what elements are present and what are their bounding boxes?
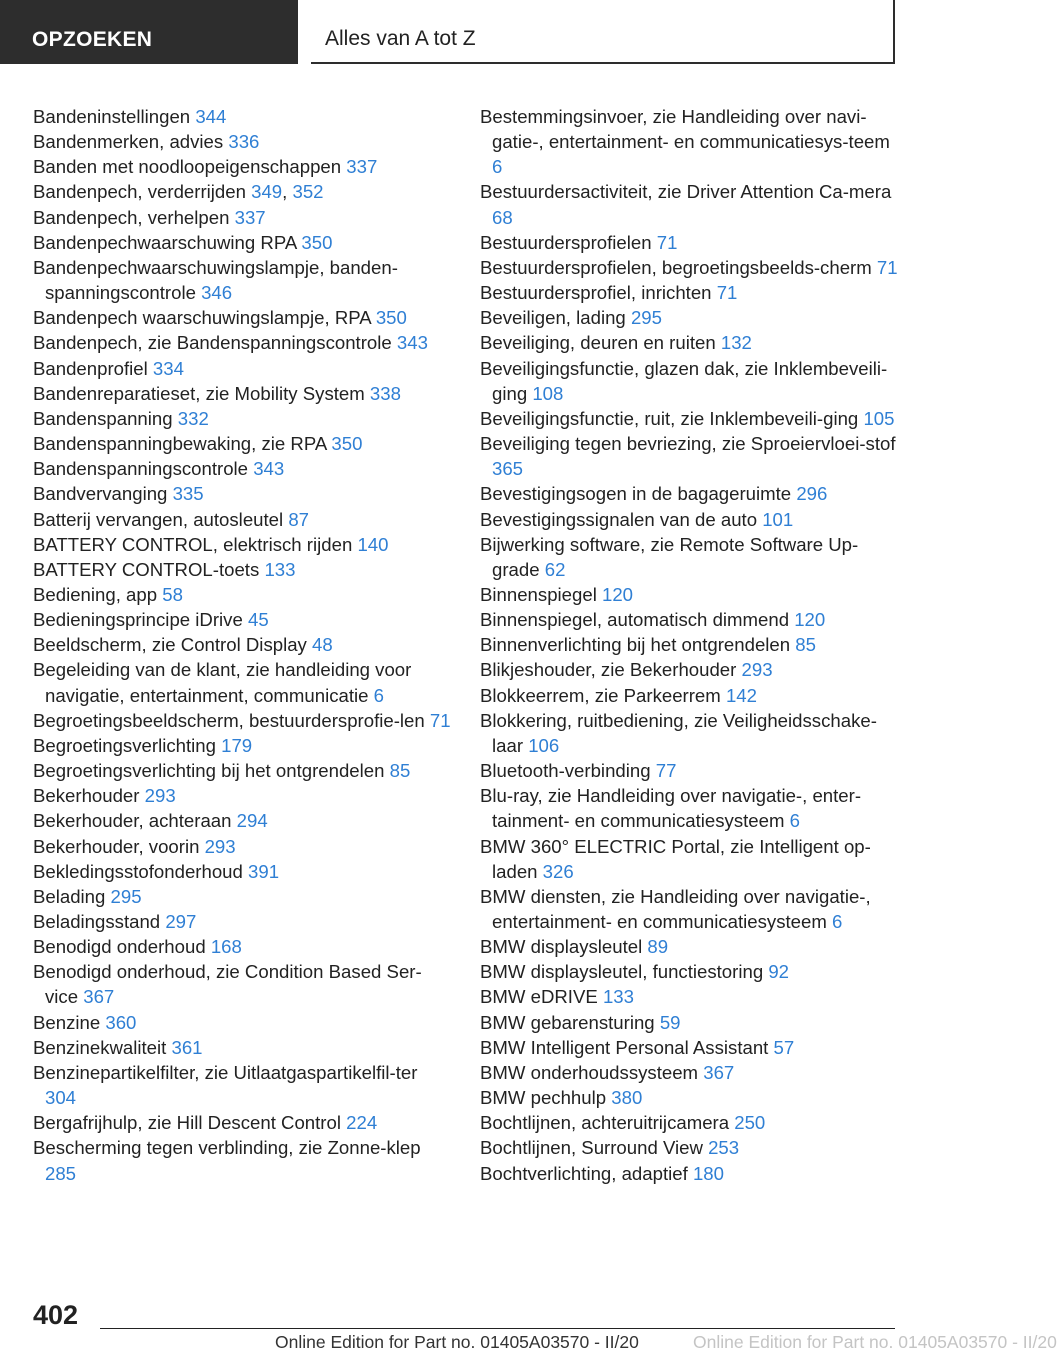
page-reference-link[interactable]: 48: [312, 634, 333, 656]
index-term: Benodigd onderhoud, zie Condition Based Ser-vice: [33, 961, 422, 1008]
index-term: Bergafrijhulp, zie Hill Descent Control: [33, 1112, 341, 1134]
index-term: Benzine: [33, 1011, 101, 1033]
index-entry: [480, 708, 900, 758]
page-reference-link[interactable]: 361: [171, 1036, 203, 1058]
index-entry: [33, 1135, 453, 1185]
page-reference-link[interactable]: 367: [703, 1061, 735, 1083]
index-entry: [33, 934, 453, 959]
index-entry: [480, 959, 900, 984]
index-term: Bescherming tegen verblinding, zie Zonne-klep: [33, 1137, 421, 1159]
index-term: Bochtlijnen, Surround View: [480, 1137, 703, 1159]
page-reference-link[interactable]: 85: [795, 634, 816, 656]
index-entry: [480, 657, 900, 682]
page-reference-link[interactable]: 337: [346, 156, 378, 178]
index-term: Beveiligen, lading: [480, 307, 626, 329]
page-number: 402: [33, 1300, 79, 1330]
index-term: Bedieningsprincipe iDrive: [33, 609, 243, 631]
page-reference-link[interactable]: 108: [532, 382, 564, 404]
page-reference-link[interactable]: 85: [389, 760, 411, 782]
index-term: Bijwerking software, zie Remote Software Up-grade: [480, 533, 859, 580]
index-term: Bandenreparatieset, zie Mobility System: [33, 382, 365, 404]
index-term: Bandenpech, zie Bandenspanningscontrole: [33, 332, 392, 354]
page-reference-link[interactable]: 77: [655, 760, 677, 782]
index-entry: [33, 230, 453, 255]
index-term: Binnenspiegel: [480, 583, 597, 605]
page-reference-link[interactable]: 6: [789, 810, 800, 832]
index-entry: [33, 205, 453, 230]
index-term: Benodigd onderhoud: [33, 936, 206, 958]
page-reference-link[interactable]: 326: [542, 860, 574, 882]
index-term: Belading: [33, 885, 106, 907]
index-entry: [480, 532, 900, 582]
index-entry: [480, 406, 900, 431]
page-reference-link[interactable]: 6: [373, 684, 385, 706]
index-entry: [480, 431, 900, 481]
page-reference-link[interactable]: 179: [221, 734, 253, 756]
page-reference-link[interactable]: 140: [357, 533, 389, 555]
page-reference-link[interactable]: 6: [492, 156, 503, 178]
page-reference-link[interactable]: 62: [544, 558, 566, 580]
index-term: Benzinepartikelfilter, zie Uitlaatgaspartikelfil-ter: [33, 1061, 418, 1083]
index-term: Bestuurdersactiviteit, zie Driver Attention Ca-mera: [480, 181, 892, 203]
page-reference-link[interactable]: 337: [234, 206, 266, 228]
page-reference-link[interactable]: 344: [195, 106, 227, 127]
index-term: Begeleiding van de klant, zie handleiding voor navigatie, entertainment, communicatie: [33, 659, 412, 706]
index-column-right: [480, 104, 900, 1186]
section-label: OPZOEKEN: [32, 28, 153, 51]
index-entry: [33, 783, 453, 808]
index-entry: [480, 305, 900, 330]
index-entry: [33, 859, 453, 884]
page-reference-link[interactable]: 295: [110, 885, 142, 907]
index-term: Bevestigingsogen in de bagageruimte: [480, 483, 792, 505]
index-entry: [480, 1110, 900, 1135]
index-entry: [33, 607, 453, 632]
index-entry: [480, 179, 900, 229]
index-term: BATTERY CONTROL-toets: [33, 558, 260, 580]
chapter-header: [311, 0, 895, 64]
page-reference-link[interactable]: 365: [492, 458, 524, 480]
page-reference-link[interactable]: 71: [429, 709, 451, 731]
index-term: Bluetooth-verbinding: [480, 760, 651, 782]
index-entry: [33, 1010, 453, 1035]
index-entry: [33, 758, 453, 783]
index-term: Bandenspanning: [33, 407, 173, 429]
index-term: BATTERY CONTROL, elektrisch rijden: [33, 533, 353, 555]
index-entry: [480, 632, 900, 657]
index-entry: [33, 104, 453, 129]
page-reference-link[interactable]: 293: [144, 785, 176, 807]
index-term: Binnenspiegel, automatisch dimmend: [480, 609, 790, 631]
index-term: Bekerhouder: [33, 785, 140, 807]
index-entry: [480, 934, 900, 959]
index-term: Bandenpechwaarschuwingslampje, banden-spanningscontrole: [33, 256, 398, 304]
page-reference-link[interactable]: 380: [611, 1087, 643, 1109]
section-tab: [0, 0, 298, 64]
index-term: Batterij vervangen, autosleutel: [33, 508, 284, 530]
page-reference-link[interactable]: 297: [165, 911, 197, 932]
index-term: Blu-ray, zie Handleiding over navigatie-, enter-tainment- en communicatiesysteem: [480, 785, 862, 832]
index-entry: [480, 230, 900, 255]
index-term: Binnenverlichting bij het ontgrendelen: [480, 634, 791, 656]
page-reference-link[interactable]: 350: [331, 433, 363, 455]
page-reference-link[interactable]: 71: [716, 282, 738, 304]
page-reference-link[interactable]: 142: [725, 684, 757, 706]
index-term: BMW displaysleutel: [480, 936, 643, 958]
index-entry: [480, 507, 900, 532]
index-entry: [480, 834, 900, 884]
page-reference-link[interactable]: 296: [796, 483, 828, 505]
index-entry: [33, 255, 453, 305]
index-entry: [480, 1161, 900, 1186]
page-reference-link[interactable]: 352: [292, 181, 324, 203]
index-entry: [480, 1035, 900, 1060]
index-term: BMW eDRIVE: [480, 986, 598, 1008]
index-entry: Bandenpech, verderrijden 349, 352: [33, 181, 324, 203]
index-entry: [33, 657, 453, 707]
page-reference-link[interactable]: 132: [720, 332, 752, 354]
index-entry: [480, 683, 900, 708]
page-reference-link[interactable]: 224: [346, 1112, 378, 1134]
index-column-left: [33, 104, 453, 1186]
index-entry: [480, 255, 900, 280]
index-entry: [480, 280, 900, 305]
page-reference-link[interactable]: 338: [369, 382, 401, 404]
index-term: Blikjeshouder, zie Bekerhouder: [480, 659, 737, 681]
page-reference-link[interactable]: 367: [83, 986, 115, 1008]
index-entry: [33, 129, 453, 154]
page-reference-link[interactable]: 120: [602, 583, 634, 605]
index-entry: [480, 607, 900, 632]
index-entry: [33, 532, 453, 557]
index-term: Bochtverlichting, adaptief: [480, 1162, 688, 1184]
page-reference-link[interactable]: 57: [773, 1036, 795, 1058]
page-reference-link[interactable]: 92: [768, 961, 790, 983]
index-entry: [33, 305, 453, 330]
page-reference-link[interactable]: 349: [251, 181, 283, 203]
index-term: Bochtlijnen, achteruitrijcamera: [480, 1112, 730, 1134]
page-reference-link[interactable]: 336: [228, 131, 260, 153]
page-reference-link[interactable]: 71: [876, 256, 898, 278]
index-entry: [33, 708, 453, 733]
index-entry: [480, 481, 900, 506]
index-term: BMW diensten, zie Handleiding over navigatie-, entertainment- en communicatiesysteem: [480, 885, 871, 932]
index-entry: [480, 330, 900, 355]
index-term: Beveiligingsfunctie, ruit, zie Inklembeveili-ging: [480, 407, 859, 429]
page-reference-link[interactable]: 250: [734, 1112, 766, 1134]
page-reference-link[interactable]: 293: [204, 835, 236, 857]
index-term: Bestemmingsinvoer, zie Handleiding over navi-gatie-, entertainment- en communicatiesys-teem: [480, 106, 890, 153]
page-reference-link[interactable]: 332: [177, 407, 209, 429]
page-reference-link[interactable]: 285: [45, 1162, 77, 1184]
index-entry: [33, 909, 453, 934]
index-term: Bandenpechwaarschuwing RPA: [33, 231, 297, 253]
index-term: Bandenprofiel: [33, 357, 148, 379]
index-term: Beveiliging, deuren en ruiten: [480, 332, 716, 354]
index-entry: [480, 1135, 900, 1160]
page-reference-link[interactable]: 293: [741, 659, 773, 681]
index-term: Banden met noodloopeigenschappen: [33, 156, 342, 178]
page-reference-link[interactable]: 350: [375, 307, 407, 329]
index-entry: [33, 1035, 453, 1060]
index-entry: [480, 1010, 900, 1035]
index-term: Blokkeerrem, zie Parkeerrem: [480, 684, 721, 706]
page-reference-link[interactable]: 133: [602, 986, 634, 1008]
index-term: Benzinekwaliteit: [33, 1036, 167, 1058]
page-reference-link[interactable]: 180: [692, 1162, 724, 1184]
index-entry: [33, 632, 453, 657]
index-entry: [33, 356, 453, 381]
index-entry: [33, 582, 453, 607]
index-term: Bestuurdersprofielen, begroetingsbeelds-cherm: [480, 256, 872, 278]
page-reference-link[interactable]: 105: [863, 407, 895, 429]
index-entry: [480, 1085, 900, 1110]
index-term: Begroetingsverlichting bij het ontgrendelen: [33, 760, 385, 782]
index-term: Beeldscherm, zie Control Display: [33, 634, 307, 656]
index-entry: [33, 1110, 453, 1135]
index-term: Bediening, app: [33, 583, 158, 605]
index-entry: [33, 959, 453, 1009]
chapter-title: Alles van A tot Z: [325, 27, 476, 50]
page-reference-link[interactable]: 89: [647, 936, 669, 958]
page-reference-link[interactable]: 253: [708, 1137, 740, 1159]
page-reference-link[interactable]: 133: [264, 558, 296, 580]
index-entry: [480, 356, 900, 406]
page-reference-link[interactable]: 335: [172, 483, 204, 505]
index-term: Bekledingsstofonderhoud: [33, 860, 243, 882]
index-term: Bekerhouder, achteraan: [33, 810, 232, 832]
index-term: BMW displaysleutel, functiestoring: [480, 961, 764, 983]
watermark: Online Edition for Part no. 01405A03570 - II/20: [693, 1332, 1057, 1352]
index-term: Bandenspanningscontrole: [33, 458, 249, 480]
index-term: Beladingsstand: [33, 911, 161, 932]
index-term: Bandenmerken, advies: [33, 131, 224, 153]
page-reference-link[interactable]: 350: [301, 231, 333, 253]
footer-divider: [100, 1328, 895, 1329]
index-entry: [33, 406, 453, 431]
index-term: Begroetingsverlichting: [33, 734, 216, 756]
edition-text: Online Edition for Part no. 01405A03570 - II/20: [275, 1332, 639, 1352]
index-term: Bekerhouder, voorin: [33, 835, 200, 857]
index-entry: [480, 104, 900, 179]
index-term: Bandeninstellingen: [33, 106, 191, 127]
index-entry: [480, 1060, 900, 1085]
index-entry: [480, 758, 900, 783]
index-term: Beveiliging tegen bevriezing, zie Sproeiervloei-stof: [480, 433, 896, 455]
index-term: Bandenpech waarschuwingslampje, RPA: [33, 307, 371, 329]
index-term: BMW gebarensturing: [480, 1011, 655, 1033]
index-term: Bevestigingssignalen van de auto: [480, 508, 758, 530]
page-reference-link[interactable]: 360: [105, 1011, 137, 1033]
page-reference-link[interactable]: 71: [656, 231, 678, 253]
page-reference-link[interactable]: 343: [253, 458, 285, 480]
index-term: Beveiligingsfunctie, glazen dak, zie Inklembeveili-ging: [480, 357, 888, 404]
page-reference-link[interactable]: 45: [247, 609, 269, 631]
index-entry: [33, 557, 453, 582]
page-reference-link[interactable]: 343: [396, 332, 428, 354]
index-entry: [480, 884, 900, 934]
index-term: Bestuurdersprofielen: [480, 231, 652, 253]
page-reference-link[interactable]: 346: [201, 282, 233, 304]
index-entry: [33, 456, 453, 481]
page-reference-link[interactable]: 87: [288, 508, 309, 530]
page-reference-link[interactable]: 106: [528, 734, 560, 756]
index-term: BMW onderhoudssysteem: [480, 1061, 699, 1083]
page-reference-link[interactable]: 294: [236, 810, 268, 832]
index-entry: [33, 733, 453, 758]
index-term: Blokkering, ruitbediening, zie Veiligheidsschake-laar: [480, 709, 877, 756]
index-term: Bandenspanningbewaking, zie RPA: [33, 433, 327, 455]
page-reference-link[interactable]: 101: [762, 508, 794, 530]
page-reference-link[interactable]: 68: [492, 206, 513, 228]
index-term: Bandvervanging: [33, 483, 168, 505]
page-reference-link[interactable]: 59: [659, 1011, 681, 1033]
page-reference-link[interactable]: 58: [162, 583, 183, 605]
page-reference-link[interactable]: 295: [630, 307, 662, 329]
index-entry: [480, 582, 900, 607]
index-entry: [33, 381, 453, 406]
index-term: BMW pechhulp: [480, 1087, 607, 1109]
index-term: Bandenpech, verderrijden: [33, 181, 246, 203]
index-term: Bandenpech, verhelpen: [33, 206, 230, 228]
index-entry: [33, 834, 453, 859]
index-entry: [33, 481, 453, 506]
index-entry: [33, 154, 453, 179]
page-reference-link[interactable]: 334: [152, 357, 184, 379]
page-reference-link[interactable]: 120: [794, 609, 826, 631]
page-reference-link[interactable]: 304: [45, 1087, 77, 1109]
index-entry: [33, 1060, 453, 1110]
index-entry: [33, 330, 453, 355]
index-term: Begroetingsbeeldscherm, bestuurdersprofie-len: [33, 709, 425, 731]
index-entry: [33, 507, 453, 532]
page-reference-link[interactable]: 168: [210, 936, 242, 958]
index-entry: [33, 431, 453, 456]
index-entry: [33, 808, 453, 833]
index-term: BMW 360° ELECTRIC Portal, zie Intelligent op-laden: [480, 835, 871, 882]
index-entry: [33, 884, 453, 909]
index-term: BMW Intelligent Personal Assistant: [480, 1036, 769, 1058]
index-entry: [480, 984, 900, 1009]
index-term: Bestuurdersprofiel, inrichten: [480, 282, 712, 304]
page-reference-link[interactable]: 391: [248, 860, 280, 882]
page-reference-link[interactable]: 6: [832, 911, 843, 932]
index-entry: [480, 783, 900, 833]
